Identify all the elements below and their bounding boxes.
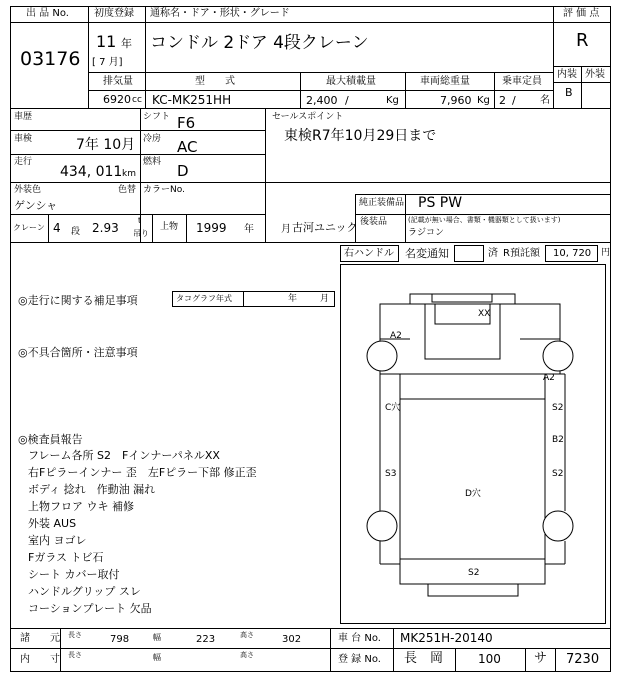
payload-value: 2,400 — [306, 94, 338, 107]
vin-value: MK251H-20140 — [400, 631, 493, 645]
aftermarket-value: ラジコン — [408, 228, 445, 238]
defects-title: ◎不具合箇所・注意事項 — [18, 346, 138, 359]
color-change-label: 色替 — [118, 185, 137, 195]
tachograph-year: 年 — [288, 294, 298, 304]
model-header: 通称名・ドア・形状・グレード — [150, 8, 290, 19]
wheel — [367, 341, 397, 371]
name-change-notice: 名変通知 — [405, 247, 449, 260]
diagram-mark: S2 — [552, 403, 564, 413]
upper-body-label: 上物 — [160, 222, 179, 232]
displacement-label: 排気量 — [103, 76, 133, 87]
crane-stages: 4 — [53, 221, 61, 235]
lot-label: 出 品 No. — [26, 8, 69, 19]
mileage-unit: km — [122, 169, 136, 179]
aircon-label: 冷房 — [143, 134, 162, 144]
equipment-value: PS PW — [418, 195, 463, 211]
inner-height-label: 高さ — [240, 651, 254, 659]
mileage-value: 434, 011 — [60, 164, 123, 180]
inspector-line: コーションプレート 欠品 — [28, 602, 152, 615]
inspector-line: ハンドルグリップ スレ — [28, 585, 141, 598]
registration-number: 7230 — [566, 652, 600, 667]
model-label: 型 式 — [195, 76, 235, 87]
gross-weight-value: 7,960 — [440, 94, 472, 107]
inner-width-label: 幅 — [153, 653, 161, 662]
equipment-label: 純正装備品 — [359, 198, 405, 208]
recycle-value: 10, 720 — [553, 248, 592, 259]
tachograph-label: タコグラフ年式 — [176, 294, 232, 303]
color-label: 外装色 — [14, 185, 42, 195]
aftermarket-note: (記載が無い場合、書類・機器類として扱います) — [408, 216, 561, 224]
payload-label: 最大積載量 — [326, 76, 376, 87]
capacity-value: 2 — [499, 94, 506, 107]
lot-number: 03176 — [20, 48, 81, 70]
inspector-line: 右Fピラーインナー 歪 左Fピラー下部 修正歪 — [28, 466, 257, 479]
mileage-label: 走行 — [14, 157, 33, 167]
wheel — [543, 511, 573, 541]
diagram-mark: S3 — [385, 469, 397, 479]
capacity-label: 乗車定員 — [502, 76, 542, 87]
upper-body-month-unit: 月 — [281, 224, 291, 235]
interior-label: 内装 — [557, 69, 577, 80]
color-value: ゲンシャ — [14, 199, 58, 212]
shift-value: F6 — [177, 114, 196, 132]
upper-body-year-unit: 年 — [244, 224, 254, 235]
grade-label: 評 価 点 — [563, 8, 600, 19]
driving-notes-title: ◎走行に関する補足事項 — [18, 294, 138, 307]
diagram-mark: A2 — [390, 331, 402, 341]
aircon-value: AC — [177, 138, 198, 156]
history-label: 車歴 — [14, 112, 33, 122]
color-number-label: カラーNo. — [143, 185, 185, 195]
dimensions-label: 諸 元 — [20, 633, 60, 644]
inspector-line: 上物フロア ウキ 補修 — [28, 500, 134, 513]
wheel — [367, 511, 397, 541]
fuel-value: D — [177, 162, 189, 180]
inspection-label: 車検 — [14, 134, 33, 144]
width-label: 幅 — [153, 633, 161, 642]
diagram-mark: S2 — [468, 568, 480, 578]
truck-damage-diagram — [340, 264, 606, 624]
registration-area: 長 岡 — [404, 651, 444, 666]
interior-score: B — [565, 86, 573, 99]
diagram-mark: A2 — [543, 373, 555, 383]
car-name: コンドル 2ドア 4段クレーン — [150, 33, 369, 53]
vin-label: 車 台 No. — [338, 633, 381, 644]
diagram-mark: XX — [478, 309, 491, 319]
fuel-label: 燃料 — [143, 157, 162, 167]
gross-weight-unit: Kg — [477, 95, 490, 106]
payload-slash: / — [345, 94, 349, 107]
registration-year: 11 — [96, 32, 117, 51]
height-value: 302 — [282, 634, 302, 645]
right-handle: 右ハンドル — [344, 248, 394, 259]
upper-body-maker: 古河ユニック — [292, 221, 358, 234]
inspection-value: 7年 10月 — [76, 137, 136, 153]
inner-length-label: 長さ — [68, 651, 82, 659]
height-label: 高さ — [240, 631, 254, 639]
model-value: KC-MK251HH — [152, 93, 232, 107]
exterior-label: 外装 — [585, 69, 605, 80]
crane-stage-unit: 段 — [71, 227, 81, 237]
displacement-value: 6920 — [103, 93, 131, 106]
registration-year-unit: 年 — [121, 37, 132, 50]
bed-outline — [400, 374, 545, 584]
inspector-line: ボディ 捻れ 作動油 漏れ — [28, 483, 156, 496]
width-value: 223 — [196, 634, 216, 645]
crane-label: クレーン — [13, 223, 45, 232]
registration-label: 初度登録 — [94, 8, 134, 19]
length-label: 長さ — [68, 631, 82, 639]
diagram-mark: S2 — [552, 469, 564, 479]
inspector-line: フレーム各所 S2 FインナーパネルXX — [28, 449, 220, 462]
shift-label: シフト — [143, 112, 171, 122]
inspector-line: シート カバー取付 — [28, 568, 120, 581]
inner-dims-label: 内 寸 — [20, 654, 60, 665]
crane-hanging: 吊り — [133, 229, 149, 238]
upper-body-year: 1999 — [196, 221, 227, 235]
crane-t: t — [138, 216, 142, 225]
wheel — [543, 341, 573, 371]
diagram-mark: C穴 — [385, 403, 401, 413]
evaluation-score: R — [576, 30, 589, 51]
capacity-unit: 名 — [540, 95, 550, 106]
recycle-done: 済 — [488, 248, 498, 259]
payload-unit: Kg — [386, 95, 399, 106]
inspector-title: ◎検査員報告 — [18, 433, 83, 446]
sales-point-label: セールスポイント — [272, 112, 344, 122]
sales-point-value: 東検R7年10月29日まで — [284, 128, 437, 144]
gross-weight-label: 車両総重量 — [420, 76, 470, 87]
recycle-yen: 円 — [601, 248, 611, 258]
registration-month: [ 7 月] — [92, 57, 123, 68]
registration-class: 100 — [478, 652, 501, 666]
displacement-unit: cc — [132, 95, 142, 105]
registration-kana: サ — [534, 651, 548, 666]
inspector-line: Fガラス トビ石 — [28, 551, 104, 564]
length-value: 798 — [110, 634, 130, 645]
diagram-mark: B2 — [552, 435, 564, 445]
registration-no-label: 登 録 No. — [338, 654, 381, 665]
recycle-label: R預託額 — [503, 248, 540, 259]
inspector-line: 室内 ヨゴレ — [28, 534, 87, 547]
capacity-slash: / — [512, 94, 516, 107]
aftermarket-label: 後装品 — [360, 217, 388, 227]
inspector-line: 外装 AUS — [28, 517, 77, 530]
diagram-mark: D穴 — [465, 489, 481, 499]
crane-capacity: 2.93 — [92, 221, 119, 235]
notice-checkbox — [454, 245, 484, 262]
tachograph-month: 月 — [320, 294, 330, 304]
